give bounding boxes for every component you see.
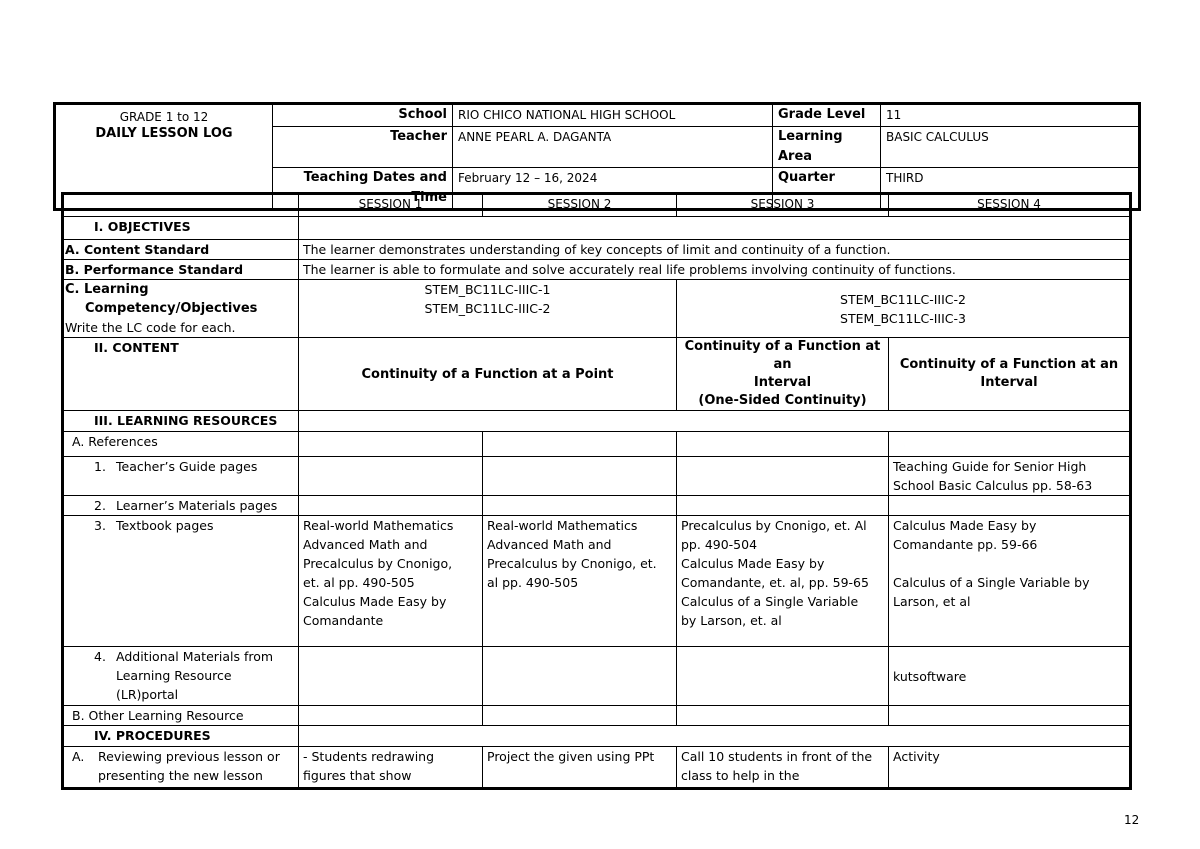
reviewing-s1-line: - Students redrawing <box>303 749 435 764</box>
cell-empty <box>677 457 889 496</box>
cell-empty <box>677 432 889 457</box>
content-s3 <box>677 338 889 411</box>
teachers-guide-row <box>63 457 1131 496</box>
quarter-value: THIRD <box>881 168 1140 210</box>
procedures-empty <box>299 726 1131 747</box>
learners-materials-label <box>63 496 299 516</box>
textbook-line: et. al pp. 490-505 <box>303 575 415 590</box>
additional-materials-s4: kutsoftware <box>889 647 1131 706</box>
cell-empty <box>299 496 483 516</box>
item-number: 4. <box>94 649 106 664</box>
lc-code: STEM_BC11LC-IIIC-2 <box>424 301 551 316</box>
grade-range: GRADE 1 to 12 <box>119 110 209 124</box>
cell-empty <box>889 432 1131 457</box>
textbook-line: Calculus of a Single Variable <box>681 594 859 609</box>
textbook-line: Comandante <box>303 613 384 628</box>
learning-area-label: Learning Area <box>773 127 881 168</box>
other-resource-label: B. Other Learning Resource <box>63 706 299 726</box>
teachers-guide-s4-line: Teaching Guide for Senior High <box>893 459 1087 474</box>
lc-code: STEM_BC11LC-IIIC-1 <box>424 282 551 297</box>
objectives-title: I. OBJECTIVES <box>63 217 299 240</box>
additional-materials-label <box>63 647 299 706</box>
reviewing-s4: Activity <box>889 747 1131 789</box>
resources-row <box>63 411 1131 432</box>
reviewing-s3-line: class to help in the <box>681 768 800 783</box>
textbook-line: Calculus of a Single Variable by <box>893 575 1090 590</box>
textbook-s1 <box>299 516 483 647</box>
performance-standard-row <box>63 260 1131 280</box>
reviewing-row <box>63 747 1131 789</box>
dates-value: February 12 – 16, 2024 <box>453 168 773 210</box>
objectives-empty <box>299 217 1131 240</box>
cell-empty <box>483 496 677 516</box>
content-s3-line: Interval <box>753 375 812 390</box>
content-standard-value: The learner demonstrates understanding of key concepts of limit and continuity of a function. <box>299 240 1131 260</box>
content-s3-line: Continuity of a Function at an <box>684 339 881 372</box>
cell-empty <box>677 647 889 706</box>
sessions-row <box>63 194 1131 217</box>
teachers-guide-label <box>63 457 299 496</box>
textbook-line: Precalculus by Cnonigo, et. <box>487 556 657 571</box>
competency-label <box>63 280 299 338</box>
textbook-text: Textbook pages <box>116 518 214 533</box>
cell-empty <box>483 647 677 706</box>
quarter-label: Quarter <box>773 168 881 210</box>
textbook-line: Real-world Mathematics <box>487 518 638 533</box>
cell-empty <box>299 647 483 706</box>
cell-empty <box>299 432 483 457</box>
textbook-line: by Larson, et. al <box>681 613 782 628</box>
textbook-line: al pp. 490-505 <box>487 575 579 590</box>
textbook-line: Calculus Made Easy by <box>893 518 1037 533</box>
textbook-line: Real-world Mathematics <box>303 518 454 533</box>
learning-area-value: BASIC CALCULUS <box>881 127 1140 168</box>
dates-label: Teaching Dates and Time <box>273 168 453 210</box>
session-1-header: SESSION 1 <box>299 194 483 217</box>
teachers-guide-text: Teacher’s Guide pages <box>116 459 258 474</box>
session-4-header: SESSION 4 <box>889 194 1131 217</box>
additional-materials-row <box>63 647 1131 706</box>
additional-materials-text: Additional Materials from <box>116 649 274 664</box>
learners-materials-text: Learner’s Materials pages <box>116 498 278 513</box>
learners-materials-row <box>63 496 1131 516</box>
competency-row <box>63 280 1131 338</box>
cell-empty <box>483 432 677 457</box>
cell-empty <box>299 457 483 496</box>
performance-standard-label: B. Performance Standard <box>63 260 299 280</box>
additional-materials-text: Learning Resource <box>116 668 232 683</box>
log-title: DAILY LESSON LOG <box>95 126 233 141</box>
cell-empty <box>677 706 889 726</box>
item-number: 3. <box>94 518 106 533</box>
other-resource-row <box>63 706 1131 726</box>
reviewing-label <box>63 747 299 789</box>
cell-empty <box>889 496 1131 516</box>
textbook-line: Calculus Made Easy by <box>681 556 825 571</box>
content-standard-row <box>63 240 1131 260</box>
resources-title: III. LEARNING RESOURCES <box>63 411 299 432</box>
references-row <box>63 432 1131 457</box>
textbook-line: Advanced Math and <box>303 537 428 552</box>
content-s3-line: (One-Sided Continuity) <box>698 393 867 408</box>
textbook-spacer <box>893 554 1125 573</box>
textbook-s2 <box>483 516 677 647</box>
empty-corner <box>63 194 299 217</box>
procedures-title: IV. PROCEDURES <box>63 726 299 747</box>
reviewing-s1-line: figures that show <box>303 768 412 783</box>
textbook-line: Advanced Math and <box>487 537 612 552</box>
teacher-value: ANNE PEARL A. DAGANTA <box>453 127 773 168</box>
item-number: 2. <box>94 498 106 513</box>
reviewing-text: Reviewing previous lesson or <box>98 749 280 764</box>
cell-empty <box>483 457 677 496</box>
performance-standard-value: The learner is able to formulate and solve accurately real life problems involving continuity of functions. <box>299 260 1131 280</box>
additional-materials-text: (LR)portal <box>116 687 179 702</box>
content-s12: Continuity of a Function at a Point <box>299 338 677 411</box>
grade-level-value: 11 <box>881 104 1140 127</box>
competency-note: Write the LC code for each. <box>65 320 236 335</box>
resources-empty <box>299 411 1131 432</box>
content-s4-line: Interval <box>980 375 1038 390</box>
item-letter: A. <box>72 749 85 764</box>
competency-label-line2: Competency/Objectives <box>85 301 258 316</box>
textbook-label <box>63 516 299 647</box>
content-row <box>63 338 1131 411</box>
grade-level-label: Grade Level <box>773 104 881 127</box>
objectives-row <box>63 217 1131 240</box>
competency-label-line1: C. Learning <box>65 282 149 297</box>
reviewing-s3 <box>677 747 889 789</box>
lc-code: STEM_BC11LC-IIIC-3 <box>840 311 966 326</box>
content-standard-label: A. Content Standard <box>63 240 299 260</box>
cell-empty <box>889 706 1131 726</box>
lesson-log-table <box>61 192 1132 790</box>
reviewing-s2: Project the given using PPt <box>483 747 677 789</box>
session-3-header: SESSION 3 <box>677 194 889 217</box>
teachers-guide-s4-line: School Basic Calculus pp. 58-63 <box>893 478 1093 493</box>
content-s4-line: Continuity of a Function at an <box>899 357 1119 372</box>
textbook-line: Comandante, et. al, pp. 59-65 <box>681 575 869 590</box>
content-s4 <box>889 338 1131 411</box>
content-title: II. CONTENT <box>63 338 299 411</box>
session-2-header: SESSION 2 <box>483 194 677 217</box>
reviewing-text: presenting the new lesson <box>98 768 263 783</box>
teacher-label: Teacher <box>273 127 453 168</box>
textbook-line: Comandante pp. 59-66 <box>893 537 1038 552</box>
school-value: RIO CHICO NATIONAL HIGH SCHOOL <box>453 104 773 127</box>
competency-codes-s34 <box>677 280 1131 338</box>
textbook-line: pp. 490-504 <box>681 537 758 552</box>
cell-empty <box>299 706 483 726</box>
reviewing-s1 <box>299 747 483 789</box>
procedures-row <box>63 726 1131 747</box>
textbook-line: Calculus Made Easy by <box>303 594 447 609</box>
textbook-line: Precalculus by Cnonigo, <box>303 556 453 571</box>
item-number: 1. <box>94 459 106 474</box>
reviewing-s3-line: Call 10 students in front of the <box>681 749 873 764</box>
textbook-s3 <box>677 516 889 647</box>
cell-empty <box>677 496 889 516</box>
textbook-row <box>63 516 1131 647</box>
textbook-line: Larson, et al <box>893 594 971 609</box>
page-number: 12 <box>1124 813 1140 827</box>
competency-codes-s12 <box>299 280 677 338</box>
references-label: A. References <box>63 432 299 457</box>
lc-code: STEM_BC11LC-IIIC-2 <box>840 292 966 307</box>
teachers-guide-s4 <box>889 457 1131 496</box>
textbook-s4 <box>889 516 1131 647</box>
cell-empty <box>483 706 677 726</box>
textbook-line: Precalculus by Cnonigo, et. Al <box>681 518 867 533</box>
school-label: School <box>273 104 453 127</box>
